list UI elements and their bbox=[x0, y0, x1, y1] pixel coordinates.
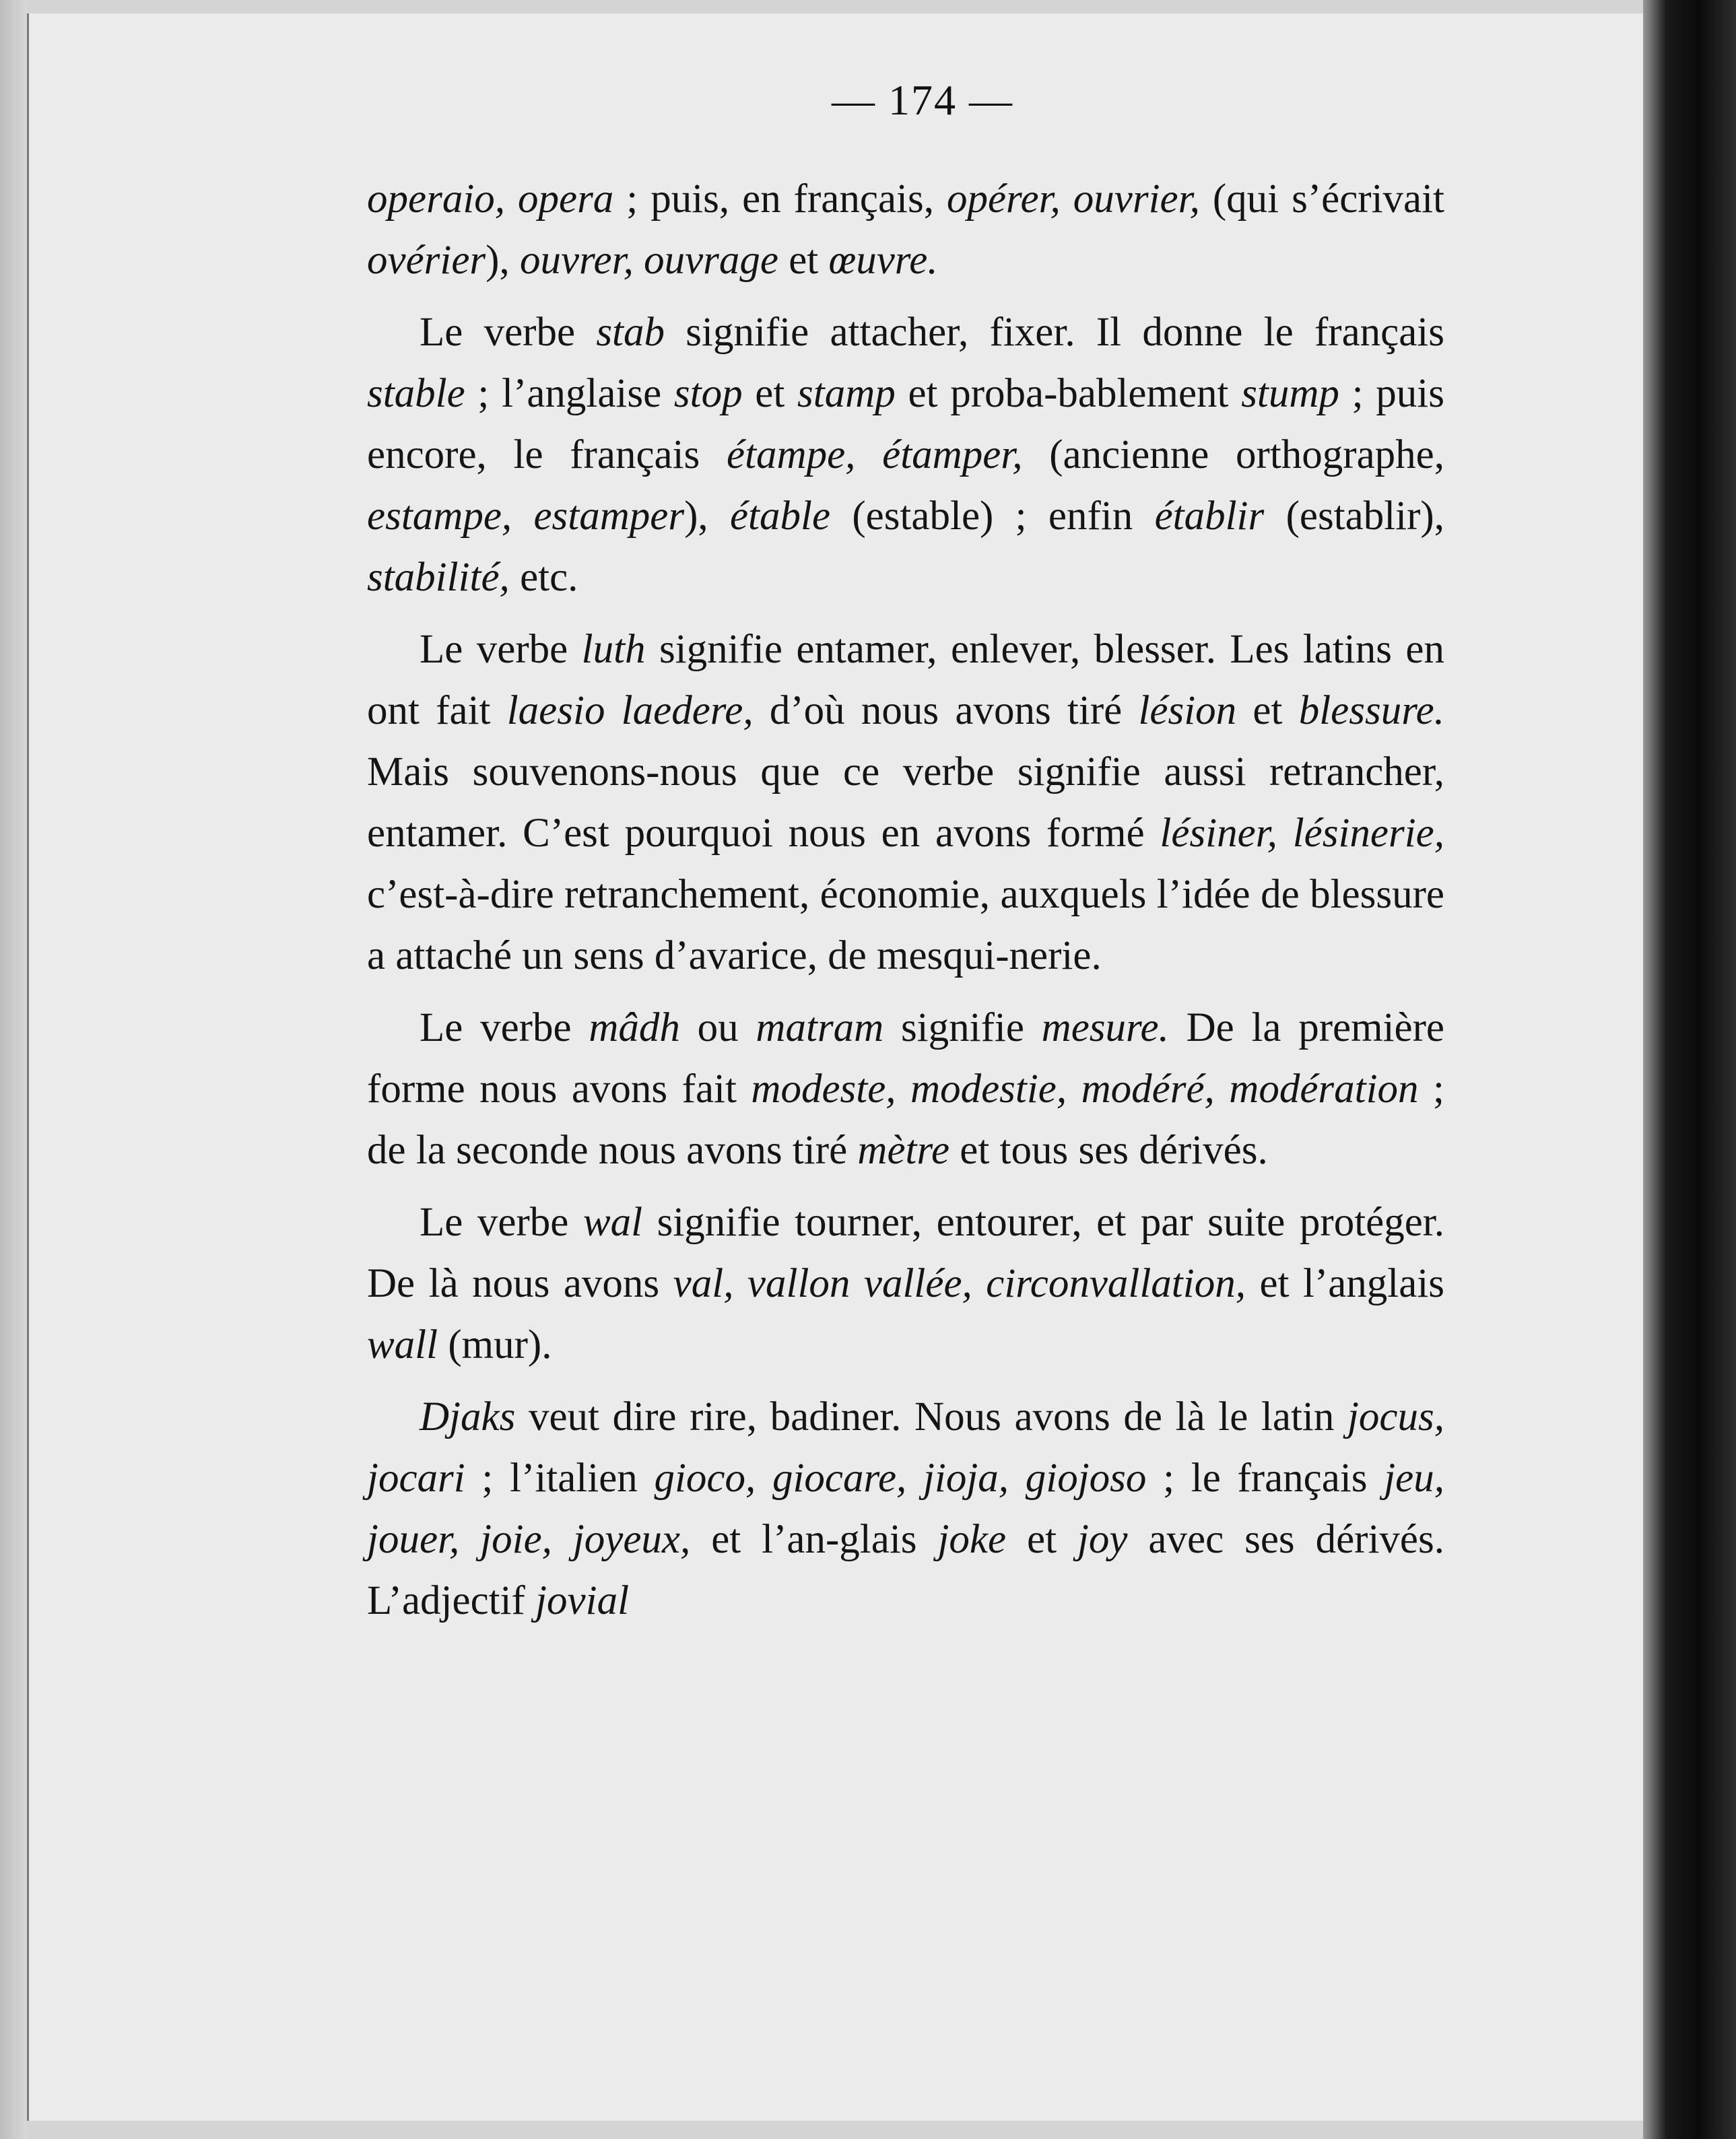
italic-term: étable bbox=[729, 494, 831, 539]
italic-term: ovérier bbox=[367, 238, 486, 283]
text-run: (ancienne orthographe, bbox=[1022, 432, 1444, 477]
italic-term: œuvre. bbox=[828, 238, 938, 283]
italic-term: modeste, modestie, modéré, modération bbox=[751, 1066, 1419, 1112]
text-run: ; puis encore, le français bbox=[367, 371, 1444, 477]
text-run: et bbox=[1236, 688, 1299, 733]
paragraph bbox=[367, 1192, 1444, 1376]
paragraph bbox=[367, 619, 1444, 986]
text-run: Le verbe bbox=[420, 627, 582, 672]
italic-term: lésion bbox=[1138, 688, 1237, 733]
book-binding-edge bbox=[1643, 0, 1736, 2139]
text-run: c’est-à-dire retranchement, économie, auxquels l’idée de blessure a attaché un sens d’avarice, de mesqui-nerie. bbox=[367, 872, 1444, 978]
text-run: (estable) ; enfin bbox=[830, 494, 1155, 539]
italic-term: laesio laedere, bbox=[506, 688, 754, 733]
text-run: Mais souvenons-nous que ce verbe signifie aussi retrancher, entamer. C’est pourquoi nous en avons formé bbox=[367, 749, 1444, 856]
italic-term: mètre bbox=[857, 1128, 950, 1173]
text-run: ), bbox=[486, 238, 520, 283]
italic-term: operaio, opera bbox=[367, 176, 614, 222]
text-run: ; l’anglaise bbox=[465, 371, 674, 416]
page-left-shadow bbox=[0, 0, 27, 2139]
italic-term: stable bbox=[367, 371, 465, 416]
italic-term: jeu, jouer, joie, joyeux, bbox=[367, 1456, 1444, 1562]
text-run: ), bbox=[684, 494, 730, 539]
text-run: signifie entamer, enlever, blesser. Les latins en ont fait bbox=[367, 627, 1444, 733]
paragraph bbox=[367, 1386, 1444, 1631]
italic-term: Djaks bbox=[420, 1394, 516, 1439]
text-run: signifie bbox=[883, 1005, 1042, 1050]
italic-term: mesure. bbox=[1041, 1005, 1169, 1050]
text-run: d’où nous avons tiré bbox=[753, 688, 1139, 733]
text-run: avec ses dérivés. L’adjectif bbox=[367, 1517, 1444, 1623]
page-number: — 174 — bbox=[832, 76, 1013, 124]
italic-term: jocus, jocari bbox=[367, 1394, 1444, 1501]
italic-term: gioco, giocare, jioja, giojoso bbox=[654, 1456, 1147, 1501]
text-run: Le verbe bbox=[420, 310, 597, 355]
italic-term: établir bbox=[1154, 494, 1265, 539]
italic-term: joy bbox=[1077, 1517, 1128, 1562]
italic-term: stop bbox=[673, 371, 743, 416]
text-run: signifie attacher, fixer. Il donne le français bbox=[665, 310, 1444, 355]
text-run: ; de la seconde nous avons tiré bbox=[367, 1066, 1444, 1173]
italic-term: stabilité, bbox=[367, 555, 510, 600]
text-run: et bbox=[778, 238, 829, 283]
italic-term: wal bbox=[582, 1200, 643, 1245]
text-run: (establir), bbox=[1264, 494, 1444, 539]
italic-term: jovial bbox=[535, 1578, 630, 1623]
italic-term: blessure. bbox=[1298, 688, 1445, 733]
text-run: et tous ses dérivés. bbox=[949, 1128, 1268, 1173]
text-run: De la première forme nous avons fait bbox=[367, 1005, 1444, 1112]
italic-term: wall bbox=[367, 1322, 438, 1367]
italic-term: mâdh bbox=[589, 1005, 680, 1050]
italic-term: stab bbox=[596, 310, 665, 355]
italic-term: lésiner, lésinerie, bbox=[1160, 811, 1444, 856]
text-run: et bbox=[1006, 1517, 1077, 1562]
text-run: et proba-bablement bbox=[895, 371, 1242, 416]
text-run: etc. bbox=[509, 555, 578, 600]
text-run: ; l’italien bbox=[465, 1456, 655, 1501]
italic-term: stump bbox=[1241, 371, 1339, 416]
text-run: et bbox=[742, 371, 798, 416]
text-run: veut dire rire, badiner. Nous avons de là le latin bbox=[515, 1394, 1347, 1439]
italic-term: opérer, ouvrier, bbox=[946, 176, 1200, 222]
italic-term: stamp bbox=[797, 371, 896, 416]
text-run: ou bbox=[679, 1005, 756, 1050]
text-run: Le verbe bbox=[420, 1005, 589, 1050]
text-run: (qui s’écrivait bbox=[1199, 176, 1445, 222]
italic-term: matram bbox=[756, 1005, 884, 1050]
paragraph bbox=[367, 168, 1444, 291]
italic-term: luth bbox=[581, 627, 646, 672]
paragraph bbox=[367, 302, 1444, 608]
text-run: ; le français bbox=[1146, 1456, 1384, 1501]
text-run: Le verbe bbox=[420, 1200, 583, 1245]
italic-term: étampe, étamper, bbox=[727, 432, 1023, 477]
italic-term: estampe, estamper bbox=[367, 494, 685, 539]
paragraph bbox=[367, 997, 1444, 1181]
text-run: (mur). bbox=[438, 1322, 552, 1367]
text-run: et l’an-glais bbox=[690, 1517, 938, 1562]
text-run: et l’anglais bbox=[1245, 1261, 1444, 1306]
italic-term: joke bbox=[937, 1517, 1007, 1562]
italic-term: val, vallon vallée, circonvallation, bbox=[673, 1261, 1246, 1306]
text-run: ; puis, en français, bbox=[613, 176, 947, 222]
italic-term: ouvrer, ouvrage bbox=[519, 238, 778, 283]
body-text bbox=[367, 168, 1444, 1642]
text-run: signifie tourner, entourer, et par suite protéger. De là nous avons bbox=[367, 1200, 1444, 1306]
